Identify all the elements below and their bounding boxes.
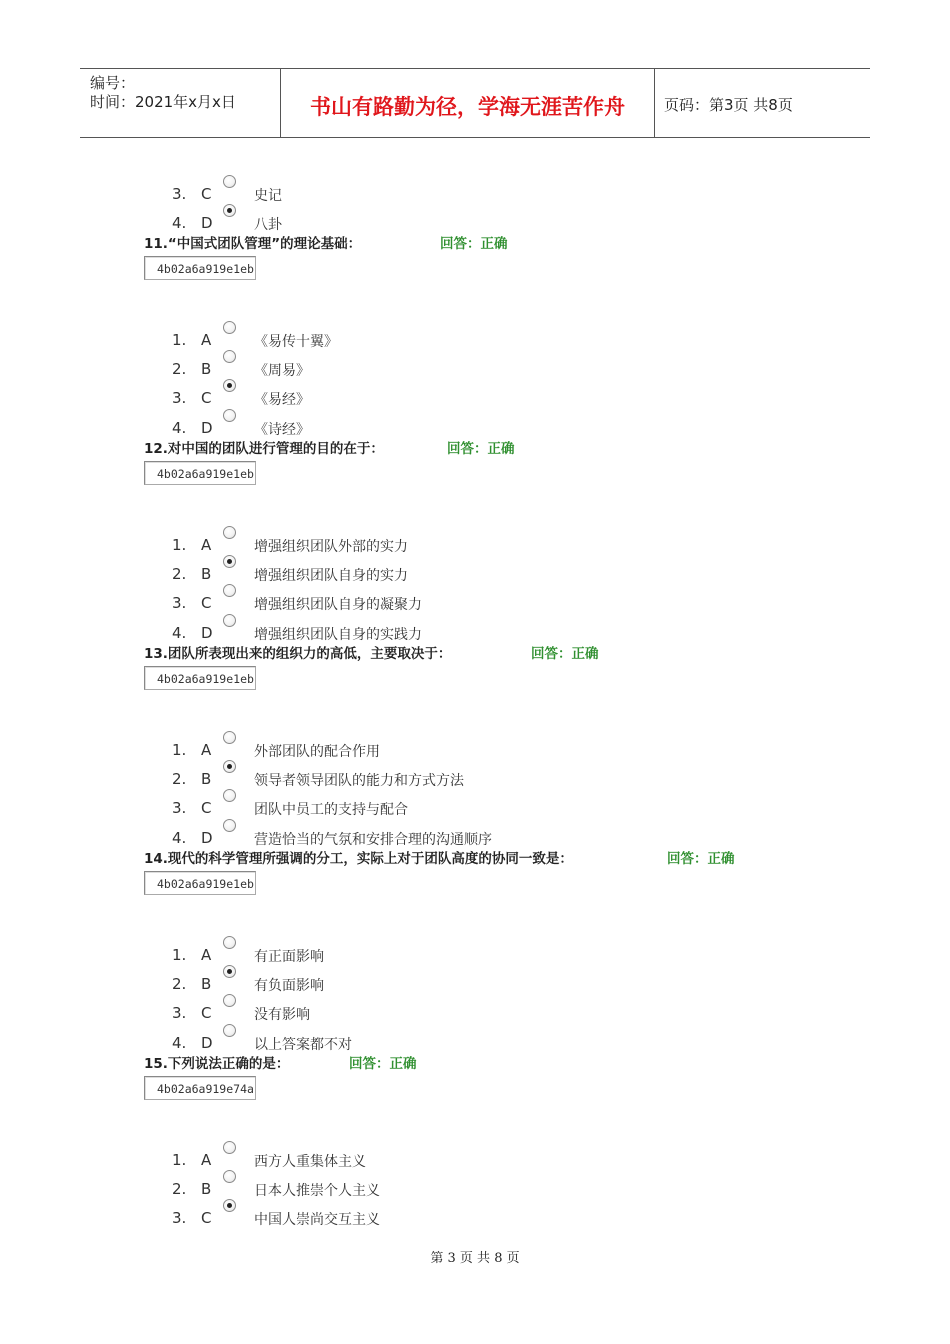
option-text: 增强组织团队自身的凝聚力 [254,597,422,613]
option-item [0,417,700,437]
option-number: 2. [172,975,187,993]
radio-button[interactable] [223,1141,236,1154]
question-id-field[interactable]: 4b02a6a919e1eb [144,461,256,485]
option-number: 3. [172,799,187,817]
option-item [0,827,700,847]
option-item [0,592,700,612]
option-text: 团队中员工的支持与配合 [254,802,408,818]
radio-button[interactable] [223,1170,236,1183]
option-letter: D [201,829,213,847]
header-page-cell [654,69,870,137]
option-item [0,329,700,349]
option-text: 增强组织团队自身的实践力 [254,627,422,643]
option-item [0,358,700,378]
option-text: 史记 [254,188,282,204]
radio-button[interactable] [223,175,236,188]
option-item [0,944,700,964]
option-item [0,1207,700,1227]
option-letter: A [201,1151,212,1169]
question-title: 14.现代的科学管理所强调的分工，实际上对于团队高度的协同一致是： [144,851,573,867]
page-footer: 第 3 页 共 8 页 [430,1251,520,1266]
option-number: 2. [172,360,187,378]
option-letter: D [201,419,213,437]
radio-button-selected[interactable] [223,555,236,568]
option-text: 日本人推崇个人主义 [254,1183,380,1199]
option-letter: B [201,360,212,378]
option-letter: C [201,1209,212,1227]
radio-button-selected[interactable] [223,760,236,773]
radio-button[interactable] [223,731,236,744]
option-letter: C [201,1004,212,1022]
option-number: 4. [172,624,187,642]
option-number: 4. [172,419,187,437]
option-letter: A [201,946,212,964]
radio-button[interactable] [223,819,236,832]
radio-button[interactable] [223,584,236,597]
option-item [0,1149,700,1169]
answer-status: 回答：正确 [349,1056,417,1072]
option-number: 3. [172,1004,187,1022]
option-number: 2. [172,770,187,788]
option-letter: B [201,565,212,583]
option-item [0,1002,700,1022]
radio-button-selected[interactable] [223,379,236,392]
option-item [0,534,700,554]
option-item [0,563,700,583]
answer-status: 回答：正确 [667,851,735,867]
radio-button[interactable] [223,614,236,627]
option-letter: B [201,770,212,788]
option-letter: C [201,594,212,612]
option-text: 以上答案都不对 [254,1037,352,1053]
option-item [0,797,700,817]
option-number: 1. [172,1151,187,1169]
option-item [0,387,700,407]
question-title: 12.对中国的团队进行管理的目的在于： [144,441,384,457]
option-text: 《易经》 [254,392,310,408]
option-text: 营造恰当的气氛和安排合理的沟通顺序 [254,832,492,848]
page-number-label: 页码：第3页 共8页 [664,96,793,114]
answer-status: 回答：正确 [440,236,508,252]
question-id-field[interactable]: 4b02a6a919e1eb [144,666,256,690]
radio-button[interactable] [223,1024,236,1037]
radio-button[interactable] [223,321,236,334]
option-letter: B [201,1180,212,1198]
option-letter: A [201,741,212,759]
radio-button[interactable] [223,409,236,422]
header-motto-cell [280,69,655,137]
radio-button[interactable] [223,350,236,363]
radio-button-selected[interactable] [223,204,236,217]
option-item [0,183,700,203]
radio-button[interactable] [223,936,236,949]
option-text: 《易传十翼》 [254,334,338,350]
doc-code-label: 编号： [90,74,136,92]
radio-button-selected[interactable] [223,965,236,978]
header-meta-cell [80,69,280,137]
question-id-field[interactable]: 4b02a6a919e74a [144,1076,256,1100]
option-text: 领导者领导团队的能力和方式方法 [254,773,464,789]
option-text: 八卦 [254,217,282,233]
option-text: 有正面影响 [254,949,324,965]
option-letter: C [201,185,212,203]
page-header [80,68,870,138]
option-number: 1. [172,331,187,349]
option-letter: A [201,536,212,554]
answer-status: 回答：正确 [447,441,515,457]
option-text: 《周易》 [254,363,310,379]
option-number: 1. [172,536,187,554]
option-number: 1. [172,741,187,759]
option-letter: C [201,389,212,407]
radio-button[interactable] [223,789,236,802]
option-item [0,973,700,993]
question-id-field[interactable]: 4b02a6a919e1eb [144,256,256,280]
question-title: 11.“中国式团队管理”的理论基础： [144,236,362,252]
option-text: 中国人崇尚交互主义 [254,1212,380,1228]
option-number: 4. [172,1034,187,1052]
question-title: 13.团队所表现出来的组织力的高低，主要取决于： [144,646,452,662]
option-item [0,739,700,759]
option-text: 没有影响 [254,1007,310,1023]
option-letter: D [201,1034,213,1052]
radio-button-selected[interactable] [223,1199,236,1212]
question-title: 15.下列说法正确的是： [144,1056,290,1072]
option-text: 西方人重集体主义 [254,1154,366,1170]
option-letter: D [201,214,213,232]
radio-button[interactable] [223,994,236,1007]
option-text: 有负面影响 [254,978,324,994]
option-item [0,768,700,788]
option-number: 4. [172,829,187,847]
option-letter: B [201,975,212,993]
option-letter: D [201,624,213,642]
radio-button[interactable] [223,526,236,539]
option-text: 增强组织团队外部的实力 [254,539,408,555]
option-number: 2. [172,1180,187,1198]
option-number: 3. [172,1209,187,1227]
answer-status: 回答：正确 [531,646,599,662]
option-number: 4. [172,214,187,232]
option-letter: A [201,331,212,349]
option-number: 2. [172,565,187,583]
doc-time-label: 时间：2021年x月x日 [90,93,236,111]
option-text: 《诗经》 [254,422,310,438]
option-text: 增强组织团队自身的实力 [254,568,408,584]
option-item [0,1032,700,1052]
question-id-field[interactable]: 4b02a6a919e1eb [144,871,256,895]
option-number: 3. [172,185,187,203]
option-item [0,212,700,232]
option-item [0,1178,700,1198]
option-text: 外部团队的配合作用 [254,744,380,760]
option-item [0,622,700,642]
option-number: 1. [172,946,187,964]
motto: 书山有路勤为径，学海无涯苦作舟 [310,95,625,119]
option-number: 3. [172,594,187,612]
option-number: 3. [172,389,187,407]
option-letter: C [201,799,212,817]
